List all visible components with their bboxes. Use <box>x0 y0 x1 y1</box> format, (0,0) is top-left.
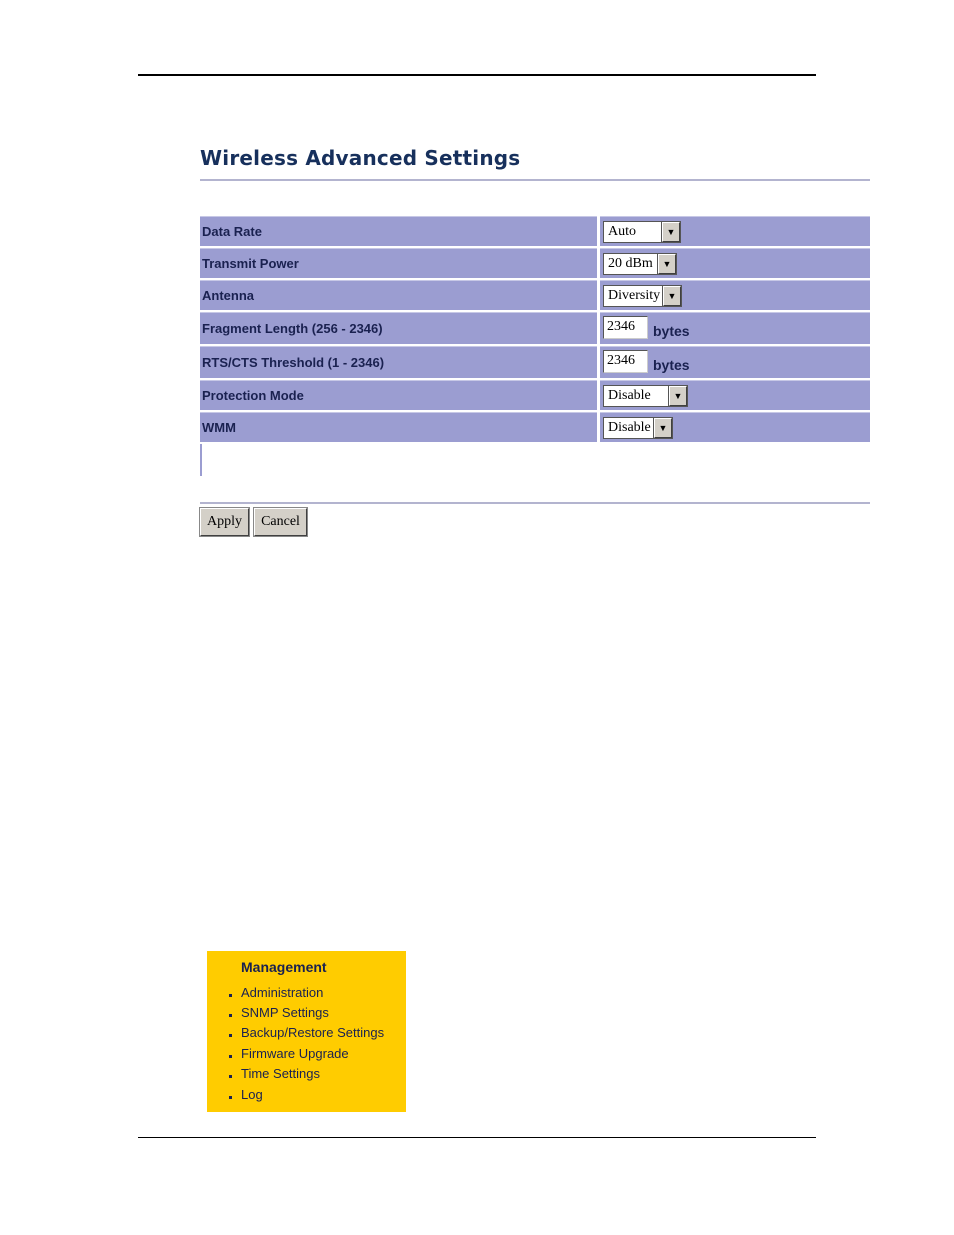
wmm-select[interactable] <box>603 417 672 439</box>
menu-item-label: Backup/Restore Settings <box>241 1025 385 1041</box>
antenna-select[interactable] <box>603 285 681 307</box>
menu-item-label: Log <box>241 1086 263 1102</box>
bullet-icon <box>229 994 232 997</box>
settings-table <box>200 216 870 476</box>
select-value: Disable <box>608 388 651 403</box>
bullet-icon <box>229 1096 232 1099</box>
setting-row-transmit-power <box>200 248 870 278</box>
setting-value-cell <box>600 248 870 278</box>
menu-item-administration[interactable] <box>229 982 384 1002</box>
menu-item-snmp-settings[interactable] <box>229 1002 384 1022</box>
bullet-icon <box>229 1075 232 1078</box>
rts-cts-threshold-input[interactable]: 2346 <box>603 350 648 373</box>
select-value: Disable <box>608 420 651 435</box>
setting-row-rts-cts-threshold <box>200 346 870 378</box>
row-edge <box>200 444 202 476</box>
select-value: Auto <box>608 224 636 239</box>
spacer-row <box>200 444 870 476</box>
management-menu <box>207 951 406 1112</box>
setting-value-cell <box>600 380 870 410</box>
bullet-icon <box>229 1055 232 1058</box>
menu-item-firmware-upgrade[interactable] <box>229 1043 384 1063</box>
page-title: Wireless Advanced Settings <box>200 146 521 170</box>
data-rate-select[interactable] <box>603 221 680 243</box>
bullet-icon <box>229 1014 232 1017</box>
unit-label: bytes <box>653 357 690 373</box>
setting-value-cell <box>600 216 870 246</box>
menu-item-label: Firmware Upgrade <box>241 1045 349 1061</box>
cancel-button[interactable]: Cancel <box>254 508 307 536</box>
setting-row-wmm <box>200 412 870 442</box>
setting-value-cell <box>600 412 870 442</box>
page-top-rule <box>138 74 816 76</box>
menu-item-label: Time Settings <box>241 1066 320 1082</box>
select-value: 20 dBm <box>608 256 653 271</box>
apply-button[interactable]: Apply <box>200 508 249 536</box>
unit-label: bytes <box>653 323 690 339</box>
title-divider <box>200 179 870 181</box>
chevron-down-icon[interactable]: ▼ <box>663 286 681 306</box>
setting-row-protection-mode <box>200 380 870 410</box>
bullet-icon <box>229 1034 232 1037</box>
chevron-down-icon[interactable]: ▼ <box>662 222 680 242</box>
management-menu-title: Management <box>241 959 327 975</box>
fragment-length-input[interactable]: 2346 <box>603 316 648 339</box>
setting-label: Transmit Power <box>200 248 597 278</box>
chevron-down-icon[interactable]: ▼ <box>658 254 676 274</box>
page-bottom-rule <box>138 1137 816 1138</box>
setting-label: Data Rate <box>200 216 597 246</box>
setting-row-antenna <box>200 280 870 310</box>
setting-label: WMM <box>200 412 597 442</box>
menu-item-label: SNMP Settings <box>241 1005 329 1021</box>
setting-label: Protection Mode <box>200 380 597 410</box>
chevron-down-icon[interactable]: ▼ <box>654 418 672 438</box>
setting-row-fragment-length <box>200 312 870 344</box>
setting-label: RTS/CTS Threshold (1 - 2346) <box>200 346 597 378</box>
management-menu-list <box>229 982 384 1104</box>
protection-mode-select[interactable] <box>603 385 687 407</box>
setting-value-cell <box>600 346 870 378</box>
menu-item-time-settings[interactable] <box>229 1064 384 1084</box>
menu-item-label: Administration <box>241 984 324 1000</box>
setting-label: Fragment Length (256 - 2346) <box>200 312 597 344</box>
select-value: Diversity <box>608 288 661 303</box>
setting-label: Antenna <box>200 280 597 310</box>
menu-item-backup-restore-settings[interactable] <box>229 1023 384 1043</box>
form-divider <box>200 502 870 504</box>
setting-value-cell <box>600 280 870 310</box>
transmit-power-select[interactable] <box>603 253 676 275</box>
setting-value-cell <box>600 312 870 344</box>
chevron-down-icon[interactable]: ▼ <box>669 386 687 406</box>
setting-row-data-rate <box>200 216 870 246</box>
menu-item-log[interactable] <box>229 1084 384 1104</box>
